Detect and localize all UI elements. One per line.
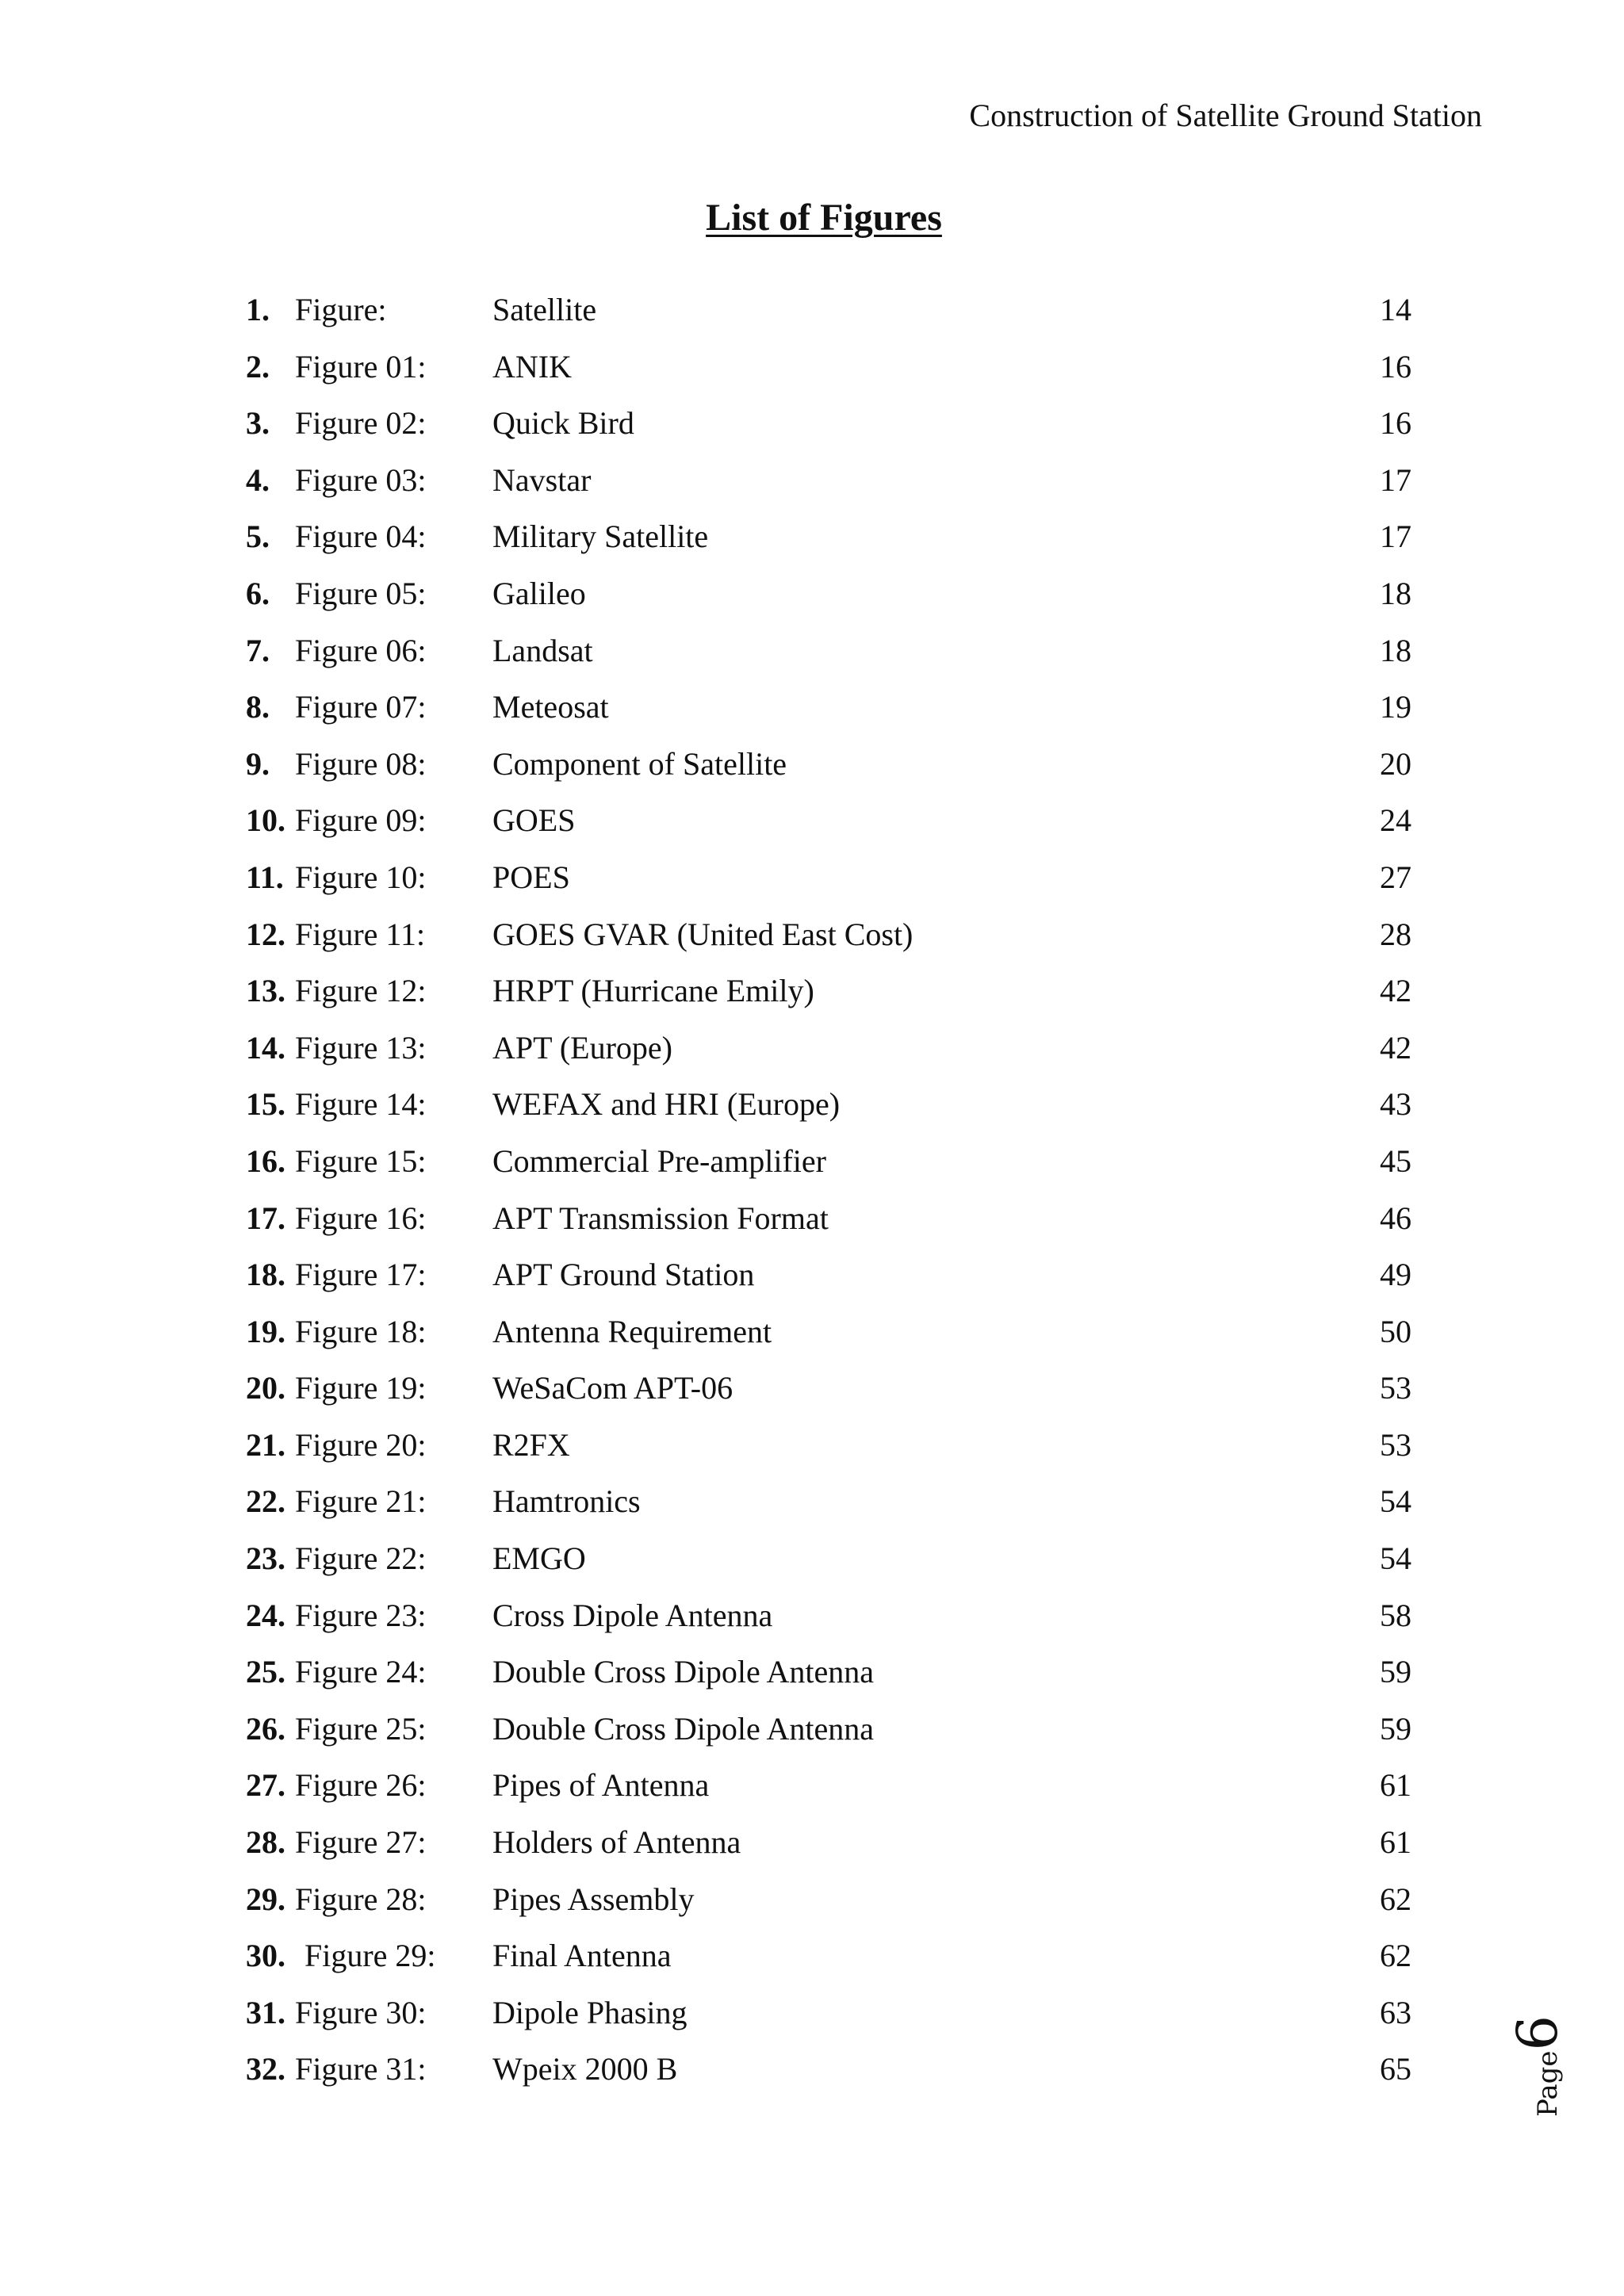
figure-item-title: Quick Bird bbox=[492, 405, 634, 442]
figure-item-title: EMGO bbox=[492, 1540, 586, 1577]
figure-list-item bbox=[0, 1877, 1624, 1934]
figure-list-item bbox=[0, 1310, 1624, 1367]
figure-item-title: Landsat bbox=[492, 632, 593, 668]
page-number-value: 6 bbox=[1505, 2015, 1570, 2051]
figure-item-label: Figure 04: bbox=[295, 519, 427, 555]
figure-item-number: 6. bbox=[246, 575, 270, 611]
figure-item-number: 1. bbox=[246, 292, 270, 327]
figure-list-item bbox=[0, 1253, 1624, 1310]
figure-item-label: Figure 26: bbox=[295, 1767, 427, 1804]
figure-item-page: 61 bbox=[1380, 1767, 1411, 1804]
figure-item-page: 63 bbox=[1380, 1994, 1411, 2030]
running-header: Construction of Satellite Ground Station bbox=[969, 98, 1482, 133]
figure-item-title: Final Antenna bbox=[492, 1938, 672, 1974]
figure-list-item bbox=[0, 1536, 1624, 1594]
figure-item-label: Figure 30: bbox=[295, 1994, 427, 2030]
figure-item-page: 54 bbox=[1380, 1483, 1411, 1520]
figure-item-page: 54 bbox=[1380, 1540, 1411, 1577]
figure-item-number: 13. bbox=[246, 973, 285, 1009]
figure-item-number: 20. bbox=[246, 1370, 285, 1406]
figure-item-label: Figure: bbox=[295, 292, 387, 327]
figure-list-item bbox=[0, 1479, 1624, 1536]
figure-item-title: WeSaCom APT-06 bbox=[492, 1370, 733, 1406]
figure-item-page: 42 bbox=[1380, 973, 1411, 1009]
figure-item-label: Figure 25: bbox=[295, 1710, 427, 1747]
figure-item-label: Figure 01: bbox=[295, 348, 427, 385]
figure-item-label: Figure 09: bbox=[295, 802, 427, 839]
figure-item-title: Pipes of Antenna bbox=[492, 1767, 710, 1804]
figure-item-page: 19 bbox=[1380, 689, 1411, 725]
figure-item-page: 59 bbox=[1380, 1710, 1411, 1747]
figure-item-label: Figure 27: bbox=[295, 1824, 427, 1861]
figure-item-title: HRPT (Hurricane Emily) bbox=[492, 973, 814, 1009]
figure-item-page: 16 bbox=[1380, 405, 1411, 442]
figure-item-label: Figure 16: bbox=[295, 1200, 427, 1236]
figure-item-number: 24. bbox=[246, 1597, 285, 1633]
figure-item-title: APT Ground Station bbox=[492, 1257, 755, 1293]
figure-item-label: Figure 28: bbox=[295, 1881, 427, 1917]
figure-item-number: 21. bbox=[246, 1426, 285, 1463]
figure-item-number: 11. bbox=[246, 859, 284, 895]
figure-item-label: Figure 24: bbox=[295, 1654, 427, 1690]
figure-item-number: 31. bbox=[246, 1994, 285, 2030]
figure-item-number: 9. bbox=[246, 745, 270, 782]
figure-item-number: 14. bbox=[246, 1029, 285, 1066]
figure-item-label: Figure 18: bbox=[295, 1313, 427, 1349]
figure-item-title: POES bbox=[492, 859, 570, 895]
figure-item-page: 43 bbox=[1380, 1086, 1411, 1123]
figure-list-item bbox=[0, 401, 1624, 458]
figure-list-item bbox=[0, 572, 1624, 629]
figure-item-label: Figure 05: bbox=[295, 575, 427, 611]
figure-item-label: Figure 08: bbox=[295, 745, 427, 782]
figure-item-page: 53 bbox=[1380, 1370, 1411, 1406]
figure-item-page: 24 bbox=[1380, 802, 1411, 839]
figure-item-label: Figure 14: bbox=[295, 1086, 427, 1123]
figure-item-title: Wpeix 2000 B bbox=[492, 2051, 678, 2087]
figure-list-item bbox=[0, 345, 1624, 402]
figure-list-item bbox=[0, 458, 1624, 515]
figure-item-number: 15. bbox=[246, 1086, 285, 1123]
figure-item-title: Commercial Pre-amplifier bbox=[492, 1142, 826, 1179]
figure-item-title: R2FX bbox=[492, 1426, 570, 1463]
figure-item-label: Figure 22: bbox=[295, 1540, 427, 1577]
figure-item-title: Satellite bbox=[492, 292, 597, 327]
figure-item-page: 18 bbox=[1380, 632, 1411, 668]
figure-item-label: Figure 11: bbox=[295, 916, 426, 952]
figure-list-item bbox=[0, 629, 1624, 686]
figure-item-title: Double Cross Dipole Antenna bbox=[492, 1654, 875, 1690]
figure-list-item bbox=[0, 913, 1624, 970]
figure-item-number: 27. bbox=[246, 1767, 285, 1804]
figure-item-page: 62 bbox=[1380, 1938, 1411, 1974]
figure-item-page: 42 bbox=[1380, 1029, 1411, 1066]
figure-item-page: 16 bbox=[1380, 348, 1411, 385]
figure-item-number: 5. bbox=[246, 519, 270, 555]
figure-list-item bbox=[0, 1026, 1624, 1083]
figure-item-page: 46 bbox=[1380, 1200, 1411, 1236]
figure-item-number: 25. bbox=[246, 1654, 285, 1690]
figure-item-page: 59 bbox=[1380, 1654, 1411, 1690]
figure-item-title: GOES bbox=[492, 802, 576, 839]
figure-list bbox=[0, 288, 1624, 2104]
figure-item-label: Figure 31: bbox=[295, 2051, 427, 2087]
figure-item-number: 30. bbox=[246, 1938, 285, 1974]
figure-list-item bbox=[0, 1991, 1624, 2048]
figure-item-label: Figure 06: bbox=[295, 632, 427, 668]
figure-list-item bbox=[0, 1763, 1624, 1820]
figure-item-label: Figure 10: bbox=[295, 859, 427, 895]
figure-item-number: 7. bbox=[246, 632, 270, 668]
figure-item-number: 32. bbox=[246, 2051, 285, 2087]
figure-list-item bbox=[0, 288, 1624, 345]
figure-list-item bbox=[0, 855, 1624, 913]
figure-item-number: 16. bbox=[246, 1142, 285, 1179]
figure-item-page: 58 bbox=[1380, 1597, 1411, 1633]
figure-list-item bbox=[0, 1196, 1624, 1253]
figure-item-number: 17. bbox=[246, 1200, 285, 1236]
figure-item-number: 29. bbox=[246, 1881, 285, 1917]
figure-item-page: 17 bbox=[1380, 519, 1411, 555]
figure-item-page: 14 bbox=[1380, 292, 1411, 327]
figure-list-item bbox=[0, 515, 1624, 572]
figure-item-number: 3. bbox=[246, 405, 270, 442]
figure-item-number: 10. bbox=[246, 802, 285, 839]
figure-item-number: 22. bbox=[246, 1483, 285, 1520]
figure-item-label: Figure 21: bbox=[295, 1483, 427, 1520]
figure-item-label: Figure 19: bbox=[295, 1370, 427, 1406]
figure-item-number: 18. bbox=[246, 1257, 285, 1293]
figure-list-item bbox=[0, 1423, 1624, 1480]
figure-list-item bbox=[0, 1082, 1624, 1139]
figure-list-item bbox=[0, 2047, 1624, 2104]
figure-list-item bbox=[0, 1366, 1624, 1423]
figure-item-page: 28 bbox=[1380, 916, 1411, 952]
figure-item-title: Navstar bbox=[492, 461, 592, 498]
figure-item-page: 62 bbox=[1380, 1881, 1411, 1917]
figure-item-page: 45 bbox=[1380, 1142, 1411, 1179]
figure-item-title: Hamtronics bbox=[492, 1483, 641, 1520]
figure-item-number: 8. bbox=[246, 689, 270, 725]
figure-item-title: Dipole Phasing bbox=[492, 1994, 688, 2030]
figure-item-label: Figure 15: bbox=[295, 1142, 427, 1179]
figure-item-number: 12. bbox=[246, 916, 285, 952]
figure-item-label: Figure 29: bbox=[304, 1938, 436, 1974]
figure-item-title: Galileo bbox=[492, 575, 586, 611]
figure-item-title: Military Satellite bbox=[492, 519, 709, 555]
figure-list-item bbox=[0, 1820, 1624, 1877]
figure-item-title: Antenna Requirement bbox=[492, 1313, 772, 1349]
figure-list-item bbox=[0, 798, 1624, 855]
figure-item-title: Holders of Antenna bbox=[492, 1824, 741, 1861]
figure-list-item bbox=[0, 742, 1624, 799]
page-number bbox=[1505, 2014, 1576, 2117]
figure-item-page: 18 bbox=[1380, 575, 1411, 611]
figure-item-number: 26. bbox=[246, 1710, 285, 1747]
figure-list-item bbox=[0, 1707, 1624, 1764]
figure-item-page: 49 bbox=[1380, 1257, 1411, 1293]
figure-item-label: Figure 17: bbox=[295, 1257, 427, 1293]
figure-list-item bbox=[0, 1139, 1624, 1196]
figure-list-item bbox=[0, 1934, 1624, 1991]
figure-item-title: GOES GVAR (United East Cost) bbox=[492, 916, 914, 952]
figure-list-item bbox=[0, 969, 1624, 1026]
figure-item-number: 4. bbox=[246, 461, 270, 498]
figure-item-page: 50 bbox=[1380, 1313, 1411, 1349]
figure-item-page: 53 bbox=[1380, 1426, 1411, 1463]
figure-item-number: 2. bbox=[246, 348, 270, 385]
figure-item-label: Figure 20: bbox=[295, 1426, 427, 1463]
figure-item-title: WEFAX and HRI (Europe) bbox=[492, 1086, 841, 1123]
figure-item-page: 20 bbox=[1380, 745, 1411, 782]
figure-item-number: 19. bbox=[246, 1313, 285, 1349]
figure-item-label: Figure 13: bbox=[295, 1029, 427, 1066]
figure-item-title: APT (Europe) bbox=[492, 1029, 672, 1066]
figure-item-title: Cross Dipole Antenna bbox=[492, 1597, 773, 1633]
figure-item-page: 65 bbox=[1380, 2051, 1411, 2087]
figure-item-number: 23. bbox=[246, 1540, 285, 1577]
figure-item-page: 17 bbox=[1380, 461, 1411, 498]
figure-list-item bbox=[0, 1650, 1624, 1707]
page-number-label: Page bbox=[1532, 2050, 1564, 2117]
figure-item-number: 28. bbox=[246, 1824, 285, 1861]
figure-item-label: Figure 07: bbox=[295, 689, 427, 725]
figure-item-title: ANIK bbox=[492, 348, 572, 385]
figure-item-label: Figure 03: bbox=[295, 461, 427, 498]
figure-item-label: Figure 12: bbox=[295, 973, 427, 1009]
figure-item-title: Meteosat bbox=[492, 689, 609, 725]
figure-item-page: 27 bbox=[1380, 859, 1411, 895]
figure-item-title: APT Transmission Format bbox=[492, 1200, 829, 1236]
figure-item-label: Figure 02: bbox=[295, 405, 427, 442]
figure-list-item bbox=[0, 1594, 1624, 1651]
figure-item-title: Component of Satellite bbox=[492, 745, 787, 782]
figure-item-page: 61 bbox=[1380, 1824, 1411, 1861]
page-title: List of Figures bbox=[706, 197, 942, 239]
figure-item-title: Pipes Assembly bbox=[492, 1881, 695, 1917]
figure-item-title: Double Cross Dipole Antenna bbox=[492, 1710, 875, 1747]
figure-list-item bbox=[0, 685, 1624, 742]
figure-item-label: Figure 23: bbox=[295, 1597, 427, 1633]
